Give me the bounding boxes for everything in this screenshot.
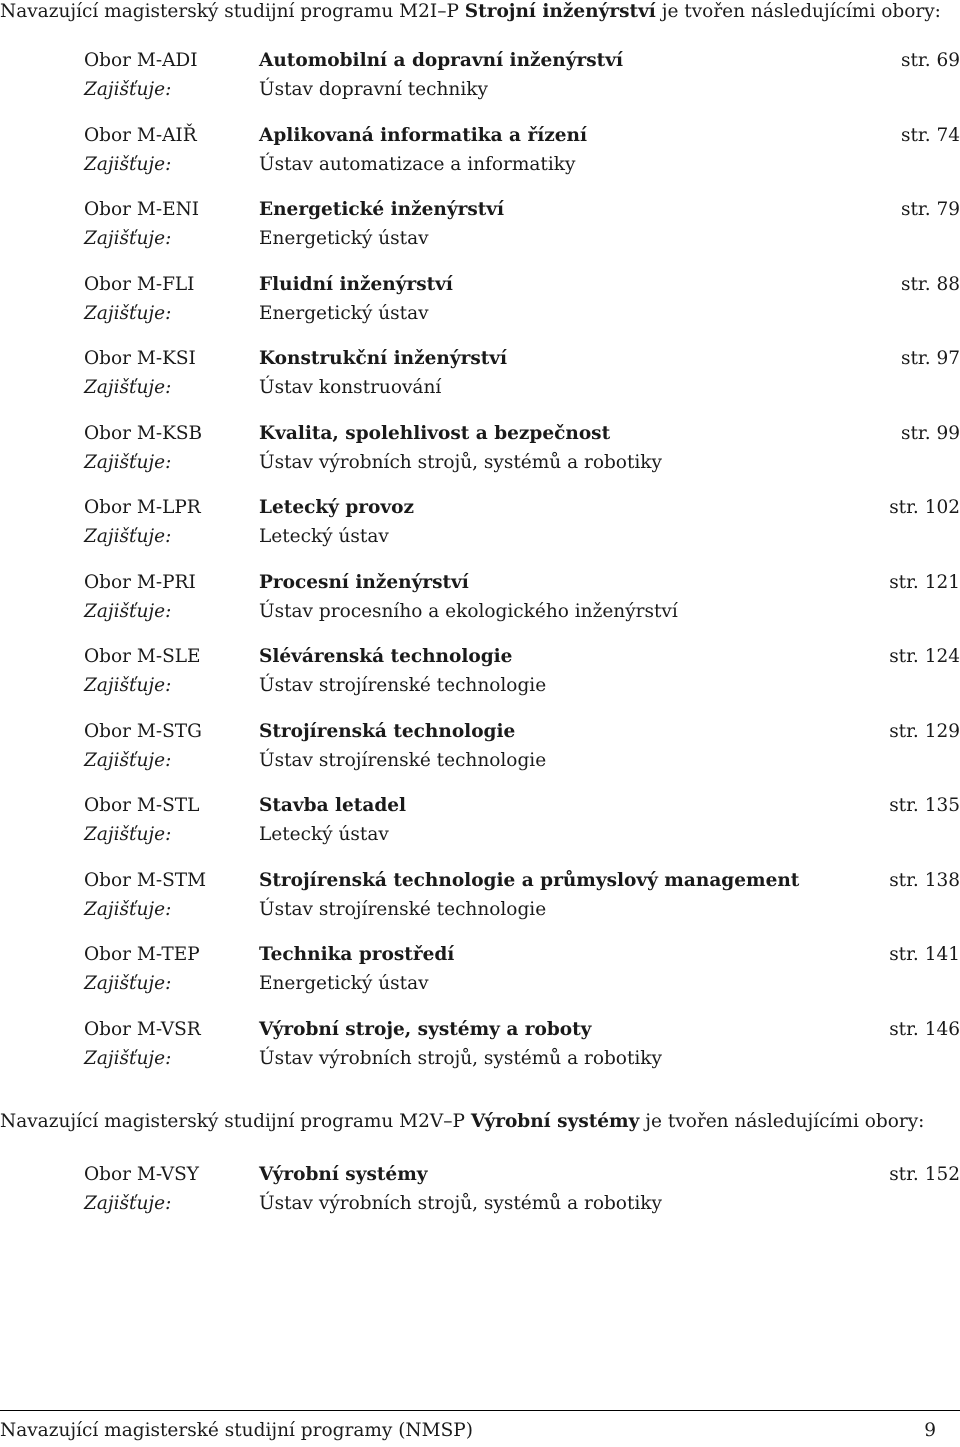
program-entry	[0, 642, 960, 717]
program-entry	[0, 1160, 960, 1235]
program-name: Letecký provoz	[259, 497, 414, 518]
program-header-row	[0, 642, 960, 671]
provider-department: Ústav procesního a ekologického inženýrství	[259, 600, 678, 622]
program-dept-row	[0, 1189, 960, 1218]
footer-title: Navazující magisterské studijní programy (NMSP)	[0, 1420, 473, 1441]
program-page-ref: str. 102	[889, 497, 960, 518]
intro-suffix: je tvořen následujícími obory:	[645, 1111, 925, 1132]
program-page-ref: str. 152	[889, 1164, 960, 1185]
program-dept-row	[0, 373, 960, 402]
program-header-row	[0, 568, 960, 597]
provider-label: Zajišťuje:	[84, 526, 172, 547]
program-name: Fluidní inženýrství	[259, 273, 453, 295]
intro-prefix: Navazující magisterský studijní programu M2I–P	[0, 1, 459, 22]
provider-department: Letecký ústav	[259, 526, 389, 547]
program-entry	[0, 46, 960, 121]
provider-label: Zajišťuje:	[84, 1193, 172, 1214]
program-code: Obor M-VSR	[84, 1018, 201, 1040]
program-code: Obor M-FLI	[84, 273, 195, 295]
program-code: Obor M-ADI	[84, 50, 198, 71]
program-header-row	[0, 866, 960, 895]
provider-department: Energetický ústav	[259, 228, 429, 249]
intro-paragraph-vyrobni	[0, 1110, 960, 1134]
program-entry	[0, 270, 960, 345]
program-entry	[0, 195, 960, 270]
program-page-ref: str. 74	[900, 124, 960, 146]
provider-label: Zajišťuje:	[84, 153, 172, 175]
program-code: Obor M-STG	[84, 720, 202, 742]
program-page-ref: str. 88	[900, 273, 960, 295]
program-code: Obor M-LPR	[84, 497, 201, 518]
program-page-ref: str. 124	[889, 646, 960, 667]
provider-label: Zajišťuje:	[84, 79, 172, 100]
program-header-row	[0, 46, 960, 75]
program-dept-row	[0, 820, 960, 849]
program-code: Obor M-ENI	[84, 199, 200, 220]
program-page-ref: str. 97	[900, 348, 960, 369]
provider-label: Zajišťuje:	[84, 600, 172, 622]
program-entry	[0, 791, 960, 866]
program-code: Obor M-PRI	[84, 571, 196, 593]
intro-program-name: Výrobní systémy	[470, 1111, 640, 1132]
program-entry	[0, 1015, 960, 1090]
provider-department: Ústav výrobních strojů, systémů a robotiky	[259, 1047, 662, 1069]
program-dept-row	[0, 671, 960, 700]
program-list-strojni	[0, 46, 960, 1089]
provider-label: Zajišťuje:	[84, 973, 172, 994]
program-dept-row	[0, 224, 960, 253]
provider-department: Ústav automatizace a informatiky	[259, 153, 576, 175]
program-dept-row	[0, 299, 960, 328]
program-header-row	[0, 791, 960, 820]
intro-suffix: je tvořen následujícími obory:	[661, 1, 941, 22]
program-name: Stavba letadel	[259, 795, 407, 816]
program-entry	[0, 717, 960, 792]
provider-department: Ústav strojírenské technologie	[259, 675, 547, 696]
program-name: Technika prostředí	[259, 944, 455, 965]
provider-label: Zajišťuje:	[84, 824, 172, 845]
program-dept-row	[0, 448, 960, 477]
program-code: Obor M-STM	[84, 869, 207, 891]
program-header-row	[0, 1160, 960, 1189]
page-number: 9	[924, 1420, 936, 1441]
provider-department: Ústav výrobních strojů, systémů a robotiky	[259, 1193, 662, 1214]
program-page-ref: str. 138	[889, 869, 960, 891]
intro-prefix: Navazující magisterský studijní programu M2V–P	[0, 1111, 465, 1132]
program-code: Obor M-SLE	[84, 646, 201, 667]
program-entry	[0, 493, 960, 568]
provider-department: Ústav výrobních strojů, systémů a robotiky	[259, 451, 662, 473]
program-entry	[0, 419, 960, 494]
program-header-row	[0, 121, 960, 150]
program-entry	[0, 568, 960, 643]
provider-label: Zajišťuje:	[84, 749, 172, 771]
provider-label: Zajišťuje:	[84, 675, 172, 696]
program-header-row	[0, 493, 960, 522]
program-entry	[0, 121, 960, 196]
provider-department: Letecký ústav	[259, 824, 389, 845]
program-dept-row	[0, 969, 960, 998]
provider-label: Zajišťuje:	[84, 377, 172, 398]
program-dept-row	[0, 746, 960, 775]
program-header-row	[0, 419, 960, 448]
program-name: Procesní inženýrství	[259, 571, 469, 593]
program-page-ref: str. 146	[889, 1018, 960, 1040]
program-entry	[0, 344, 960, 419]
provider-department: Ústav strojírenské technologie	[259, 898, 547, 920]
program-name: Automobilní a dopravní inženýrství	[259, 50, 623, 71]
program-name: Konstrukční inženýrství	[259, 348, 508, 369]
program-header-row	[0, 195, 960, 224]
program-name: Slévárenská technologie	[259, 646, 513, 667]
intro-paragraph-strojni	[0, 0, 960, 24]
program-page-ref: str. 121	[889, 571, 960, 593]
program-dept-row	[0, 522, 960, 551]
provider-label: Zajišťuje:	[84, 898, 172, 920]
program-page-ref: str. 129	[889, 720, 960, 742]
provider-department: Ústav konstruování	[259, 377, 442, 398]
intro-program-name: Strojní inženýrství	[464, 1, 656, 22]
program-header-row	[0, 344, 960, 373]
provider-department: Ústav dopravní techniky	[259, 79, 488, 100]
program-name: Kvalita, spolehlivost a bezpečnost	[259, 422, 611, 444]
provider-department: Ústav strojírenské technologie	[259, 749, 547, 771]
provider-department: Energetický ústav	[259, 302, 429, 324]
program-header-row	[0, 717, 960, 746]
provider-department: Energetický ústav	[259, 973, 429, 994]
program-dept-row	[0, 895, 960, 924]
program-code: Obor M-AIŘ	[84, 124, 197, 146]
program-dept-row	[0, 75, 960, 104]
program-name: Výrobní systémy	[259, 1164, 428, 1185]
program-list-vyrobni	[0, 1160, 960, 1235]
program-name: Aplikovaná informatika a řízení	[259, 124, 587, 146]
program-page-ref: str. 141	[889, 944, 960, 965]
program-entry	[0, 866, 960, 941]
program-dept-row	[0, 150, 960, 179]
program-name: Strojírenská technologie a průmyslový management	[259, 869, 800, 891]
program-page-ref: str. 99	[900, 422, 960, 444]
program-header-row	[0, 1015, 960, 1044]
program-name: Výrobní stroje, systémy a roboty	[259, 1018, 592, 1040]
program-code: Obor M-KSI	[84, 348, 196, 369]
program-name: Energetické inženýrství	[259, 199, 505, 220]
provider-label: Zajišťuje:	[84, 228, 172, 249]
program-dept-row	[0, 1044, 960, 1073]
provider-label: Zajišťuje:	[84, 1047, 172, 1069]
program-page-ref: str. 69	[900, 50, 960, 71]
provider-label: Zajišťuje:	[84, 302, 172, 324]
program-name: Strojírenská technologie	[259, 720, 516, 742]
program-header-row	[0, 940, 960, 969]
program-page-ref: str. 135	[889, 795, 960, 816]
program-dept-row	[0, 597, 960, 626]
program-entry	[0, 940, 960, 1015]
provider-label: Zajišťuje:	[84, 451, 172, 473]
program-code: Obor M-KSB	[84, 422, 203, 444]
program-header-row	[0, 270, 960, 299]
program-code: Obor M-TEP	[84, 944, 200, 965]
program-code: Obor M-VSY	[84, 1164, 199, 1185]
program-code: Obor M-STL	[84, 795, 200, 816]
footer-divider	[0, 1410, 960, 1411]
program-page-ref: str. 79	[900, 199, 960, 220]
